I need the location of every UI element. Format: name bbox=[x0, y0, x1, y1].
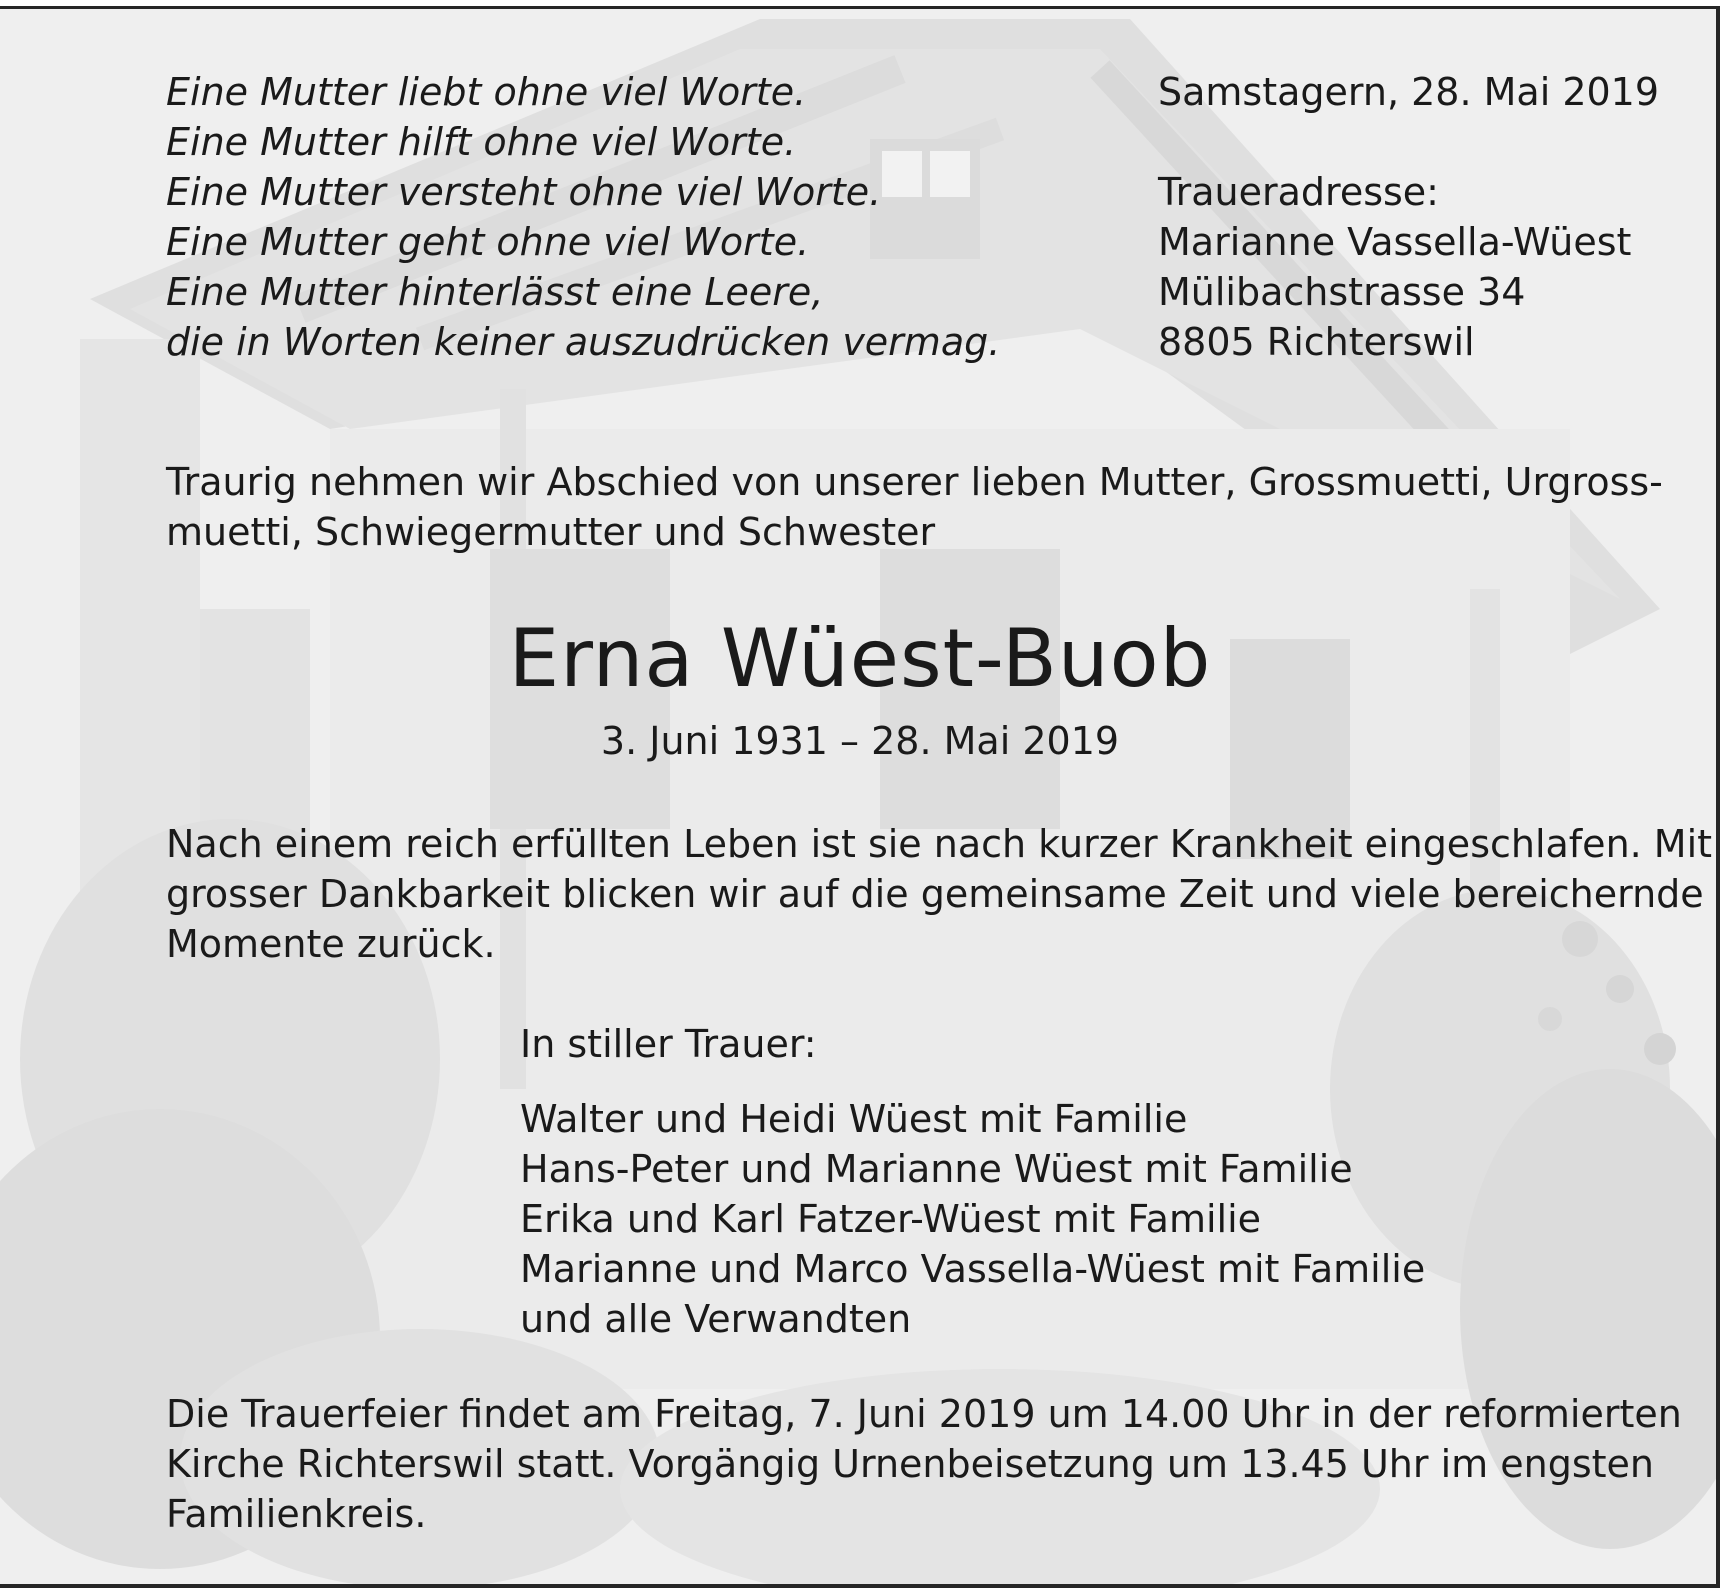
spacer bbox=[1158, 117, 1659, 167]
intro-line: Traurig nehmen wir Abschied von unserer lieben Mutter, Grossmuetti, Urgross- bbox=[166, 460, 1663, 504]
poem-line: Eine Mutter versteht ohne viel Worte. bbox=[166, 170, 882, 214]
life-text-line: Nach einem reich erfüllten Leben ist sie nach kurzer Krankheit eingeschlafen. Mit bbox=[166, 822, 1713, 866]
life-dates: 3. Juni 1931 – 28. Mai 2019 bbox=[600, 719, 1120, 763]
deceased-name: Erna Wüest-Buob bbox=[508, 612, 1212, 705]
poem-line: Eine Mutter hilft ohne viel Worte. bbox=[166, 120, 797, 164]
address-city: 8805 Richterswil bbox=[1158, 320, 1475, 364]
mourners-list bbox=[520, 1094, 1425, 1344]
address-name: Marianne Vassella-Wüest bbox=[1158, 220, 1632, 264]
mourner-family: Erika und Karl Fatzer-Wüest mit Familie bbox=[520, 1197, 1262, 1241]
poem-line: Eine Mutter liebt ohne viel Worte. bbox=[166, 70, 807, 114]
poem-line: Eine Mutter geht ohne viel Worte. bbox=[166, 220, 810, 264]
address-street: Mülibachstrasse 34 bbox=[1158, 270, 1526, 314]
service-line: Kirche Richterswil statt. Vorgängig Urnenbeisetzung um 13.45 Uhr im engsten bbox=[166, 1442, 1654, 1486]
address-label: Traueradresse: bbox=[1158, 170, 1439, 214]
intro-line: muetti, Schwiegermutter und Schwester bbox=[166, 510, 936, 554]
mourner-family: und alle Verwandten bbox=[520, 1297, 912, 1341]
life-text-line: Momente zurück. bbox=[166, 922, 496, 966]
poem bbox=[166, 67, 1000, 367]
poem-line: die in Worten keiner auszudrücken vermag. bbox=[166, 320, 1001, 364]
service-line: Familienkreis. bbox=[166, 1492, 427, 1536]
life-text bbox=[166, 819, 1712, 969]
mourner-family: Marianne und Marco Vassella-Wüest mit Familie bbox=[520, 1247, 1426, 1291]
obituary-card bbox=[0, 6, 1720, 1588]
service-line: Die Trauerfeier findet am Freitag, 7. Juni 2019 um 14.00 Uhr in der reformierten bbox=[166, 1392, 1682, 1436]
farewell-intro bbox=[166, 457, 1663, 557]
funeral-service-text bbox=[166, 1389, 1682, 1539]
place-date: Samstagern, 28. Mai 2019 bbox=[1158, 70, 1660, 114]
life-text-line: grosser Dankbarkeit blicken wir auf die gemeinsame Zeit und viele bereichernde bbox=[166, 872, 1704, 916]
mourner-family: Hans-Peter und Marianne Wüest mit Familie bbox=[520, 1147, 1353, 1191]
mourner-family: Walter und Heidi Wüest mit Familie bbox=[520, 1097, 1188, 1141]
poem-line: Eine Mutter hinterlässt eine Leere, bbox=[166, 270, 824, 314]
mourners-heading: In stiller Trauer: bbox=[520, 1022, 817, 1066]
mourning-address-block bbox=[1158, 67, 1659, 367]
